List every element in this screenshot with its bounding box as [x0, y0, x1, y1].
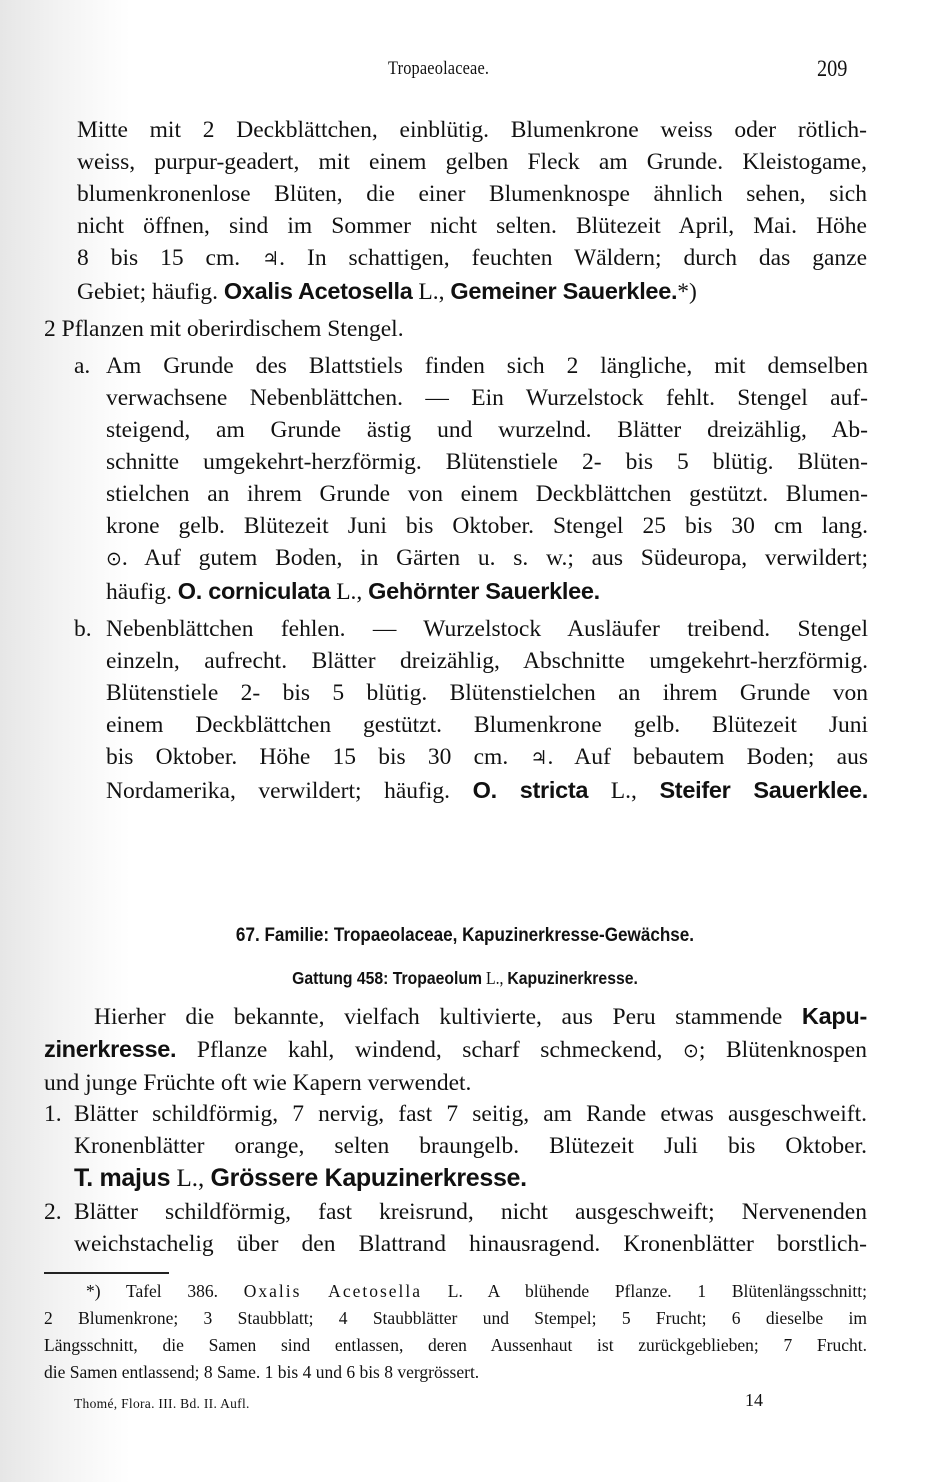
text-line: [74, 1162, 867, 1195]
common-name: Gehörnter Sauerklee.: [368, 578, 600, 604]
species-author: L.,: [170, 1165, 211, 1192]
text-line: nicht öffnen, sind im Sommer nicht selten. Blütezeit April, Mai. Höhe: [77, 213, 867, 239]
signature-mark: 14: [745, 1390, 763, 1410]
text-fragment: Gebiet; häufig.: [77, 279, 224, 305]
oxalis-acetosella-description: [77, 114, 867, 308]
text-fragment: ; Blütenknospen: [698, 1037, 867, 1063]
text-line: Längsschnitt, die Samen sind entlassen, deren Aussenhaut ist zurückgeblieben; 7 Frucht.: [44, 1335, 867, 1355]
key-number: 2: [44, 316, 56, 342]
text-line: Am Grunde des Blattstiels finden sich 2 längliche, mit demselben: [106, 353, 868, 379]
text-line: blumenkronenlose Blüten, die einer Blumenknospe ähnlich sehen, sich: [77, 181, 867, 207]
species-name: T. majus: [74, 1164, 171, 1192]
text-line: Nebenblättchen fehlen. — Wurzelstock Ausläufer treibend. Stengel: [106, 616, 868, 642]
genus-heading: [47, 968, 884, 989]
text-line: einem Deckblättchen gestützt. Blumenkrone gelb. Blütezeit Juni: [106, 712, 868, 738]
perennial-symbol-icon: ♃: [530, 747, 548, 769]
text-fragment: Pflanze kahl, windend, scharf schmeckend,: [176, 1037, 683, 1063]
text-line: [44, 1278, 867, 1305]
item-label: 2.: [44, 1199, 62, 1225]
text-line: verwachsene Nebenblättchen. — Ein Wurzelstock fehlt. Stengel auf-: [106, 385, 868, 411]
text-line: Kronenblätter orange, selten braungelb. Blütezeit Juli bis Oktober.: [74, 1133, 867, 1159]
text-line: [44, 1000, 867, 1033]
text-fragment: . Auf bebautem Boden; aus: [547, 744, 869, 770]
text-line: [77, 242, 867, 275]
genus-introduction: [44, 1000, 867, 1099]
text-line: 2 Blumenkrone; 3 Staubblatt; 4 Staubblätter und Stempel; 5 Frucht; 6 dieselbe im: [44, 1308, 867, 1328]
genus-author: L.,: [482, 968, 508, 988]
annual-symbol-icon: ⊙: [106, 548, 122, 570]
genus-name: Gattung 458: Tropaeolum: [292, 968, 483, 988]
footnote-marker: *): [86, 1281, 101, 1301]
footnote: [44, 1278, 867, 1386]
item-label: 1.: [44, 1101, 62, 1127]
text-fragment: . Auf gutem Boden, in Gärten u. s. w.; aus Südeuropa, verwildert;: [121, 545, 868, 571]
species-name: O. stricta: [472, 777, 589, 803]
text-fragment: häufig.: [106, 579, 178, 605]
common-name: Steifer Sauerklee.: [659, 777, 868, 803]
text-line: [106, 774, 868, 807]
species-name-spaced: Oxalis Acetosella: [243, 1281, 423, 1301]
species-name: Oxalis Acetosella: [223, 278, 413, 304]
footnote-reference: *): [677, 279, 697, 305]
text-fragment: Hierher die bekannte, vielfach kultivierte, aus Peru stammende: [94, 1004, 802, 1030]
text-fragment: . In schattigen, feuchten Wäldern; durch das ganze: [279, 245, 867, 271]
text-line: steigend, am Grunde ästig und wurzelnd. Blätter dreizählig, Ab-: [106, 417, 868, 443]
item-label: a.: [74, 353, 91, 379]
family-heading: 67. Familie: Tropaeolaceae, Kapuzinerkresse-Gewächse.: [235, 925, 695, 946]
text-line: krone gelb. Blütezeit Juni bis Oktober. Stengel 25 bis 30 cm lang.: [106, 513, 868, 539]
text-line: Blätter schildförmig, fast kreisrund, nicht ausgeschweift; Nervenenden: [74, 1199, 867, 1225]
running-title: Tropaeolaceae.: [388, 58, 490, 79]
text-line: einzeln, aufrecht. Blätter dreizählig, Abschnitte umgekehrt-herzförmig.: [106, 648, 868, 674]
species-author: L.,: [412, 279, 451, 305]
text-fragment: Tafel 386.: [100, 1281, 244, 1301]
perennial-symbol-icon: ♃: [262, 248, 280, 270]
text-line: weichstachelig über den Blattrand hinausragend. Kronenblätter borstlich-: [74, 1231, 867, 1257]
key-text: Pflanzen mit oberirdischem Stengel.: [61, 316, 404, 342]
text-line: die Samen entlassend; 8 Same. 1 bis 4 und 6 bis 8 vergrössert.: [44, 1362, 480, 1382]
species-author: L.,: [588, 778, 660, 804]
text-line: Mitte mit 2 Deckblättchen, einblütig. Blumenkrone weiss oder rötlich-: [77, 117, 867, 143]
text-line: und junge Früchte oft wie Kapern verwendet.: [44, 1070, 472, 1096]
bold-term: zinerkresse.: [44, 1036, 177, 1062]
item-label: b.: [74, 616, 92, 642]
genus-common-name: Kapuzinerkresse.: [507, 968, 638, 988]
text-line: [44, 1033, 867, 1067]
annual-symbol-icon: ⊙: [682, 1040, 699, 1062]
text-line: Blätter schildförmig, 7 nervig, fast 7 seitig, am Rande etwas ausgeschweift.: [74, 1101, 867, 1127]
species-author: L.,: [330, 579, 369, 605]
page-number: 209: [817, 56, 848, 81]
footnote-rule: [44, 1272, 169, 1274]
key-entry-2: [44, 313, 464, 345]
text-line: schnitte umgekehrt-herzförmig. Blütenstiele 2- bis 5 blütig. Blüten-: [106, 449, 868, 475]
text-line: [77, 275, 867, 308]
text-line: [106, 741, 868, 774]
species-name: O. corniculata: [177, 578, 331, 604]
text-fragment: 8 bis 15 cm.: [77, 245, 263, 271]
common-name: Grössere Kapuzinerkresse.: [210, 1164, 527, 1192]
common-name: Gemeiner Sauerklee.: [450, 278, 678, 304]
text-line: weiss, purpur-geadert, mit einem gelben Fleck am Grunde. Kleistogame,: [77, 149, 867, 175]
running-head: [0, 58, 930, 88]
imprint: Thomé, Flora. III. Bd. II. Aufl.: [74, 1396, 250, 1411]
text-line: stielchen an ihrem Grunde von einem Deckblättchen gestützt. Blumen-: [106, 481, 868, 507]
text-line: [106, 575, 868, 608]
bold-term: Kapu-: [801, 1003, 867, 1029]
text-fragment: bis Oktober. Höhe 15 bis 30 cm.: [106, 744, 531, 770]
text-fragment: Nordamerika, verwildert; häufig.: [106, 778, 473, 804]
text-line: [106, 542, 868, 575]
text-fragment: L. A blühende Pflanze. 1 Blütenlängsschnitt;: [422, 1281, 867, 1301]
text-line: Blütenstiele 2- bis 5 blütig. Blütenstielchen an ihrem Grunde von: [106, 680, 868, 706]
